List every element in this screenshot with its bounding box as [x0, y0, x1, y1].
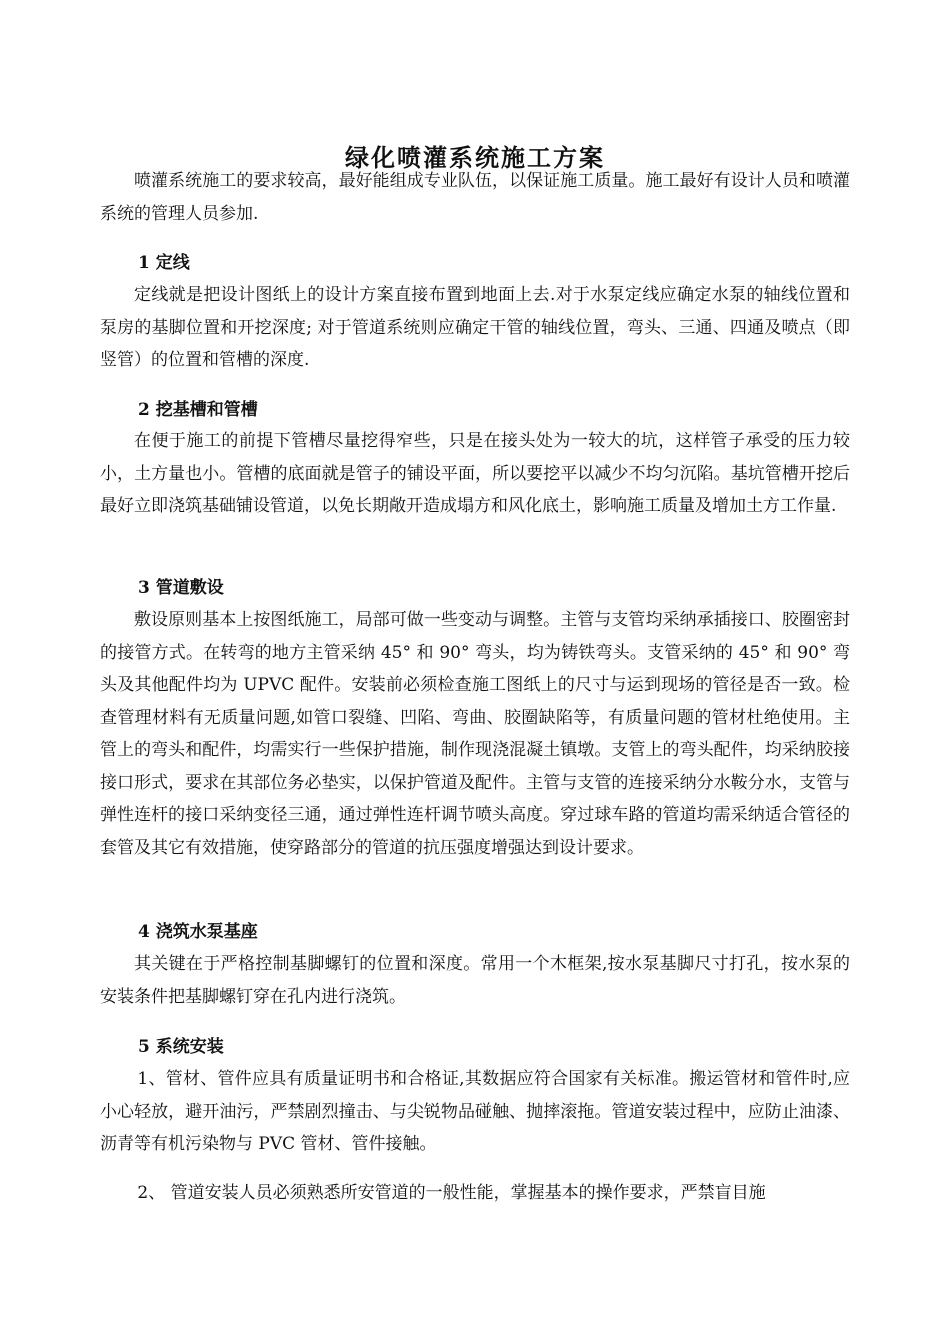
section-5-paragraph-1: 1、管材、管件应具有质量证明书和合格证,其数据应符合国家有关标准。搬运管材和管件时,应小心轻放，避开油污，严禁剧烈撞击、与尖锐物品碰触、抛摔滚拖。管道安装过程中，应防止油漆、沥青等有机污染物与 PVC 管材、管件接触。	[100, 1069, 850, 1154]
section-heading-3: 3 管道敷设	[138, 578, 224, 598]
section-1-paragraph: 定线就是把设计图纸上的设计方案直接布置到地面上去.对于水泵定线应确定水泵的轴线位置和泵房的基脚位置和开挖深度; 对于管道系统则应确定干管的轴线位置，弯头、三通、四通及喷点（即竖管）的位置和管槽的深度.	[100, 285, 850, 370]
section-4-paragraph: 其关键在于严格控制基脚螺钉的位置和深度。常用一个木框架,按水泵基脚尺寸打孔，按水泵的安装条件把基脚螺钉穿在孔内进行浇筑。	[100, 954, 850, 1007]
section-heading-1: 1 定线	[138, 253, 190, 273]
section-5-paragraph-2: 2、 管道安装人员必须熟悉所安管道的一般性能，掌握基本的操作要求，严禁盲目施	[137, 1183, 766, 1203]
section-heading-2: 2 挖基槽和管槽	[138, 400, 258, 420]
section-3-paragraph: 敷设原则基本上按图纸施工，局部可做一些变动与调整。主管与支管均采纳承插接口、胶圈密封的接管方式。在转弯的地方主管采纳 45° 和 90° 弯头，均为铸铁弯头。支管采纳的 45° 和 90° 弯头及其他配件均为 UPVC 配件。安装前必须检查施工图纸上的尺寸与运到现场的管径是否一致。检查管理材料有无质量问题,如管口裂缝、凹陷、弯曲、胶圈缺陷等，有质量问题的管材杜绝使用。主管上的弯头和配件，均需实行一些保护措施，制作现浇混凝土镇墩。支管上的弯头配件，均采纳胶接接口形式，要求在其部位务必垫实，以保护管道及配件。主管与支管的连接采纳分水鞍分水，支管与弹性连杆的接口采纳变径三通，通过弹性连杆调节喷头高度。穿过球车路的管道均需采纳适合管径的套管及其它有效措施，使穿路部分的管道的抗压强度增强达到设计要求。	[100, 610, 850, 858]
section-2-paragraph: 在便于施工的前提下管槽尽量挖得窄些，只是在接头处为一较大的坑，这样管子承受的压力较小，土方量也小。管槽的底面就是管子的铺设平面，所以要挖平以减少不均匀沉陷。基坑管槽开挖后最好立即浇筑基础铺设管道，以免长期敞开造成塌方和风化底土，影响施工质量及增加土方工作量.	[100, 431, 850, 516]
section-heading-5: 5 系统安装	[138, 1037, 224, 1057]
document-title: 绿化喷灌系统施工方案	[345, 143, 605, 173]
section-heading-4: 4 浇筑水泵基座	[138, 922, 258, 942]
intro-paragraph: 喷灌系统施工的要求较高，最好能组成专业队伍，以保证施工质量。施工最好有设计人员和喷灌系统的管理人员参加.	[100, 171, 850, 224]
